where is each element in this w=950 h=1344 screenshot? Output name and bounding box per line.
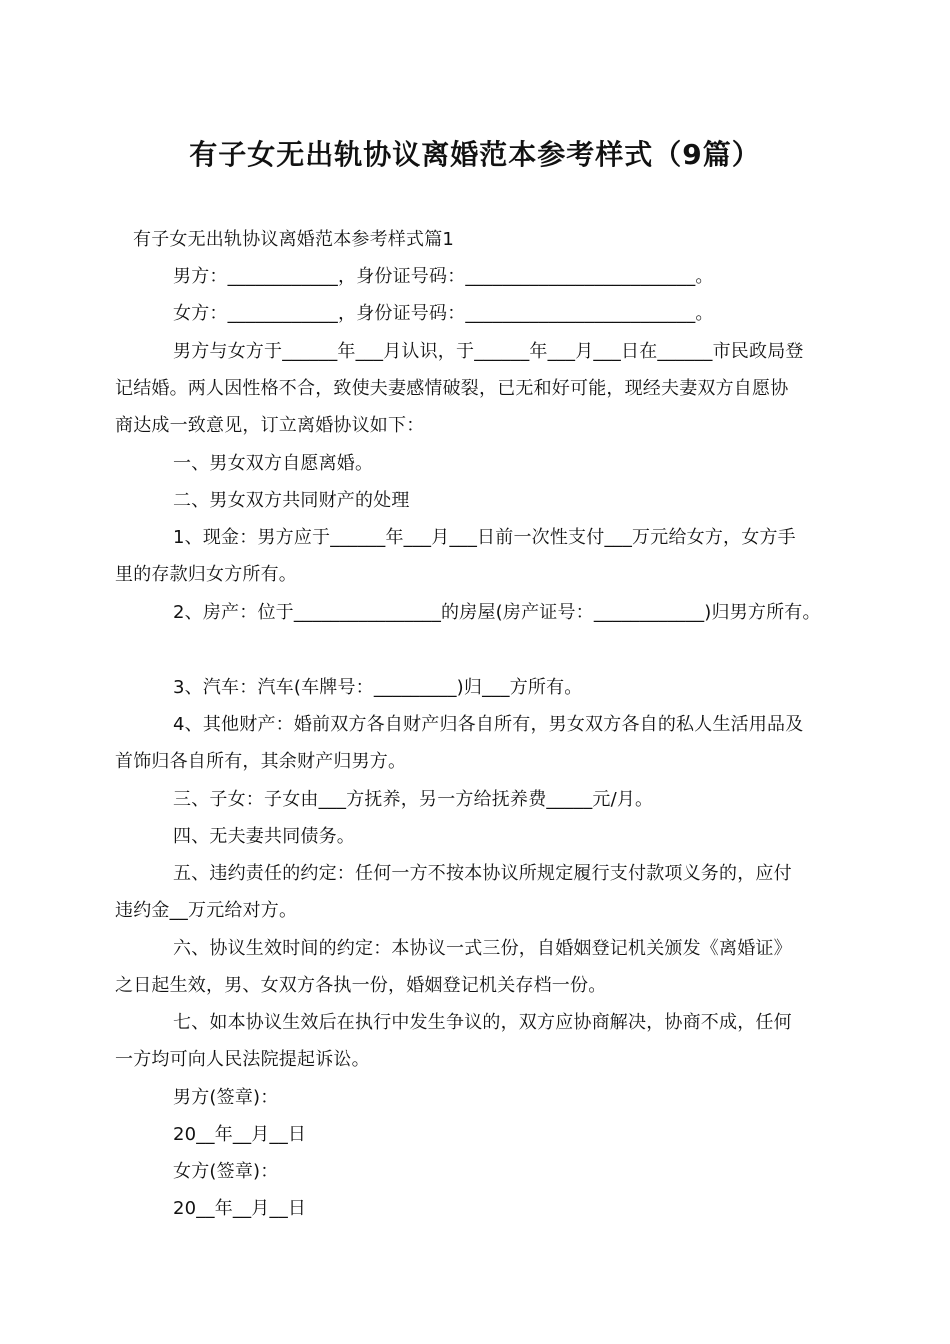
section-heading: 有子女无出轨协议离婚范本参考样式篇1: [133, 229, 455, 250]
wife-signature-date: 20__年__月__日: [173, 1198, 307, 1219]
effective-clause-line-2: 之日起生效，男、女双方各执一份，婚姻登记机关存档一份。: [115, 975, 607, 996]
other-property-line-1: 4、其他财产：婚前双方各自财产归各自所有，男女双方各自的私人生活用品及: [173, 714, 804, 735]
children-clause: 三、子女：子女由___方抚养，另一方给抚养费_____元/月。: [173, 789, 654, 810]
intro-paragraph-line-3: 商达成一致意见，订立离婚协议如下：: [115, 415, 425, 436]
other-property-line-2: 首饰归各自所有，其余财产归男方。: [115, 751, 407, 772]
dispute-clause-line-2: 一方均可向人民法院提起诉讼。: [115, 1049, 370, 1070]
intro-paragraph-line-2: 记结婚。两人因性格不合，致使夫妻感情破裂，已无和好可能，现经夫妻双方自愿协: [115, 378, 789, 399]
effective-clause-line-1: 六、协议生效时间的约定：本协议一式三份，自婚姻登记机关颁发《离婚证》: [173, 938, 792, 959]
cash-clause-line-2: 里的存款归女方所有。: [115, 564, 297, 585]
breach-clause-line-2: 违约金__万元给对方。: [115, 900, 298, 921]
debt-clause: 四、无夫妻共同债务。: [173, 826, 355, 847]
wife-signature: 女方(签章)：: [173, 1161, 279, 1182]
cash-clause-line-1: 1、现金：男方应于______年___月___日前一次性支付___万元给女方，女方手: [173, 527, 796, 548]
breach-clause-line-1: 五、违约责任的约定：任何一方不按本协议所规定履行支付款项义务的，应付: [173, 863, 792, 884]
husband-signature: 男方(签章)：: [173, 1087, 279, 1108]
property-clause: 2、房产：位于________________的房屋(房产证号：____________)归男方所有。: [173, 602, 821, 623]
clause-2-heading: 二、男女双方共同财产的处理: [173, 490, 410, 511]
wife-id-line: 女方：____________，身份证号码：_________________________。: [173, 303, 714, 324]
husband-id-line: 男方：____________，身份证号码：_________________________。: [173, 266, 714, 287]
document-title: 有子女无出轨协议离婚范本参考样式（9篇）: [189, 138, 761, 171]
dispute-clause-line-1: 七、如本协议生效后在执行中发生争议的，双方应协商解决，协商不成，任何: [173, 1012, 792, 1033]
husband-signature-date: 20__年__月__日: [173, 1124, 307, 1145]
intro-paragraph-line-1: 男方与女方于______年___月认识，于______年___月___日在______市民政局登: [173, 341, 804, 362]
clause-1: 一、男女双方自愿离婚。: [173, 453, 374, 474]
car-clause: 3、汽车：汽车(车牌号：_________)归___方所有。: [173, 677, 583, 698]
